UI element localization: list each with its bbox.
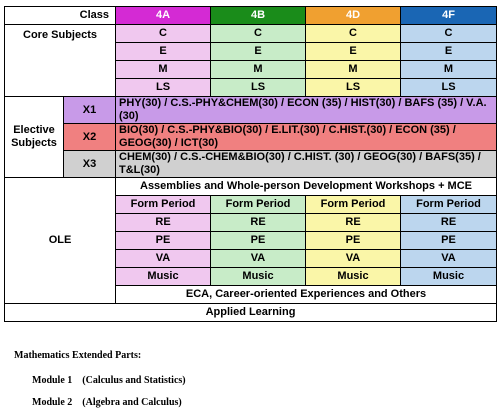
notes-module-1: Module 1 (Calculus and Statistics): [32, 375, 186, 386]
period-cell: Form Period: [211, 196, 306, 214]
core-cell: LS: [401, 79, 497, 97]
elective-subjects-x3: CHEM(30) / C.S.-CHEM&BIO(30) / C.HIST. (30) / GEOG(30) / BAFS(35) / T&L(30): [116, 151, 497, 178]
ole-assemblies-row: [5, 178, 497, 196]
elective-row-x1: [5, 97, 497, 124]
elective-code-x2: X2: [64, 124, 116, 151]
elective-code-x3: X3: [64, 151, 116, 178]
period-cell: PE: [116, 232, 211, 250]
period-cell: PE: [306, 232, 401, 250]
core-cell: M: [211, 61, 306, 79]
header-row: [5, 7, 497, 25]
core-cell: M: [116, 61, 211, 79]
elective-subjects-x1: PHY(30) / C.S.-PHY&CHEM(30) / ECON (35) / HIST(30) / BAFS (35) / V.A.(30): [116, 97, 497, 124]
core-cell: E: [116, 43, 211, 61]
core-cell: E: [211, 43, 306, 61]
core-row-c: [5, 25, 497, 43]
core-cell: E: [306, 43, 401, 61]
class-header-4b: 4B: [211, 7, 306, 25]
core-cell: LS: [116, 79, 211, 97]
ole-assemblies: Assemblies and Whole-person Development Workshops + MCE: [116, 178, 497, 196]
curriculum-table: [4, 6, 497, 322]
period-cell: RE: [211, 214, 306, 232]
period-cell: Music: [306, 268, 401, 286]
core-cell: E: [401, 43, 497, 61]
elective-row-x3: [5, 151, 497, 178]
applied-learning-row: [5, 304, 497, 322]
period-cell: VA: [306, 250, 401, 268]
elective-subjects-label: Elective Subjects: [5, 97, 64, 178]
elective-subjects-x2: BIO(30) / C.S.-PHY&BIO(30) / E.LIT.(30) / C.HIST.(30) / ECON (35) / GEOG(30) / ICT(30): [116, 124, 497, 151]
period-cell: VA: [116, 250, 211, 268]
period-cell: VA: [211, 250, 306, 268]
period-cell: Music: [401, 268, 497, 286]
core-subjects-label: Core Subjects: [5, 25, 116, 97]
applied-learning: Applied Learning: [5, 304, 497, 322]
class-header-4a: 4A: [116, 7, 211, 25]
period-cell: Form Period: [306, 196, 401, 214]
period-cell: Music: [211, 268, 306, 286]
core-cell: M: [401, 61, 497, 79]
period-cell: RE: [116, 214, 211, 232]
core-cell: C: [306, 25, 401, 43]
period-cell: Music: [116, 268, 211, 286]
notes-module-2: Module 2 (Algebra and Calculus): [32, 397, 182, 408]
core-cell: LS: [211, 79, 306, 97]
period-cell: PE: [401, 232, 497, 250]
period-cell: RE: [306, 214, 401, 232]
core-cell: C: [401, 25, 497, 43]
ole-eca: ECA, Career-oriented Experiences and Others: [116, 286, 497, 304]
elective-row-x2: [5, 124, 497, 151]
period-cell: VA: [401, 250, 497, 268]
core-cell: C: [116, 25, 211, 43]
core-cell: M: [306, 61, 401, 79]
period-cell: Form Period: [401, 196, 497, 214]
class-header-4f: 4F: [401, 7, 497, 25]
core-cell: LS: [306, 79, 401, 97]
class-label: Class: [5, 7, 116, 25]
period-cell: PE: [211, 232, 306, 250]
elective-code-x1: X1: [64, 97, 116, 124]
core-cell: C: [211, 25, 306, 43]
period-cell: Form Period: [116, 196, 211, 214]
period-cell: RE: [401, 214, 497, 232]
class-header-4d: 4D: [306, 7, 401, 25]
ole-label: OLE: [5, 178, 116, 304]
notes-title: Mathematics Extended Parts:: [14, 350, 142, 361]
